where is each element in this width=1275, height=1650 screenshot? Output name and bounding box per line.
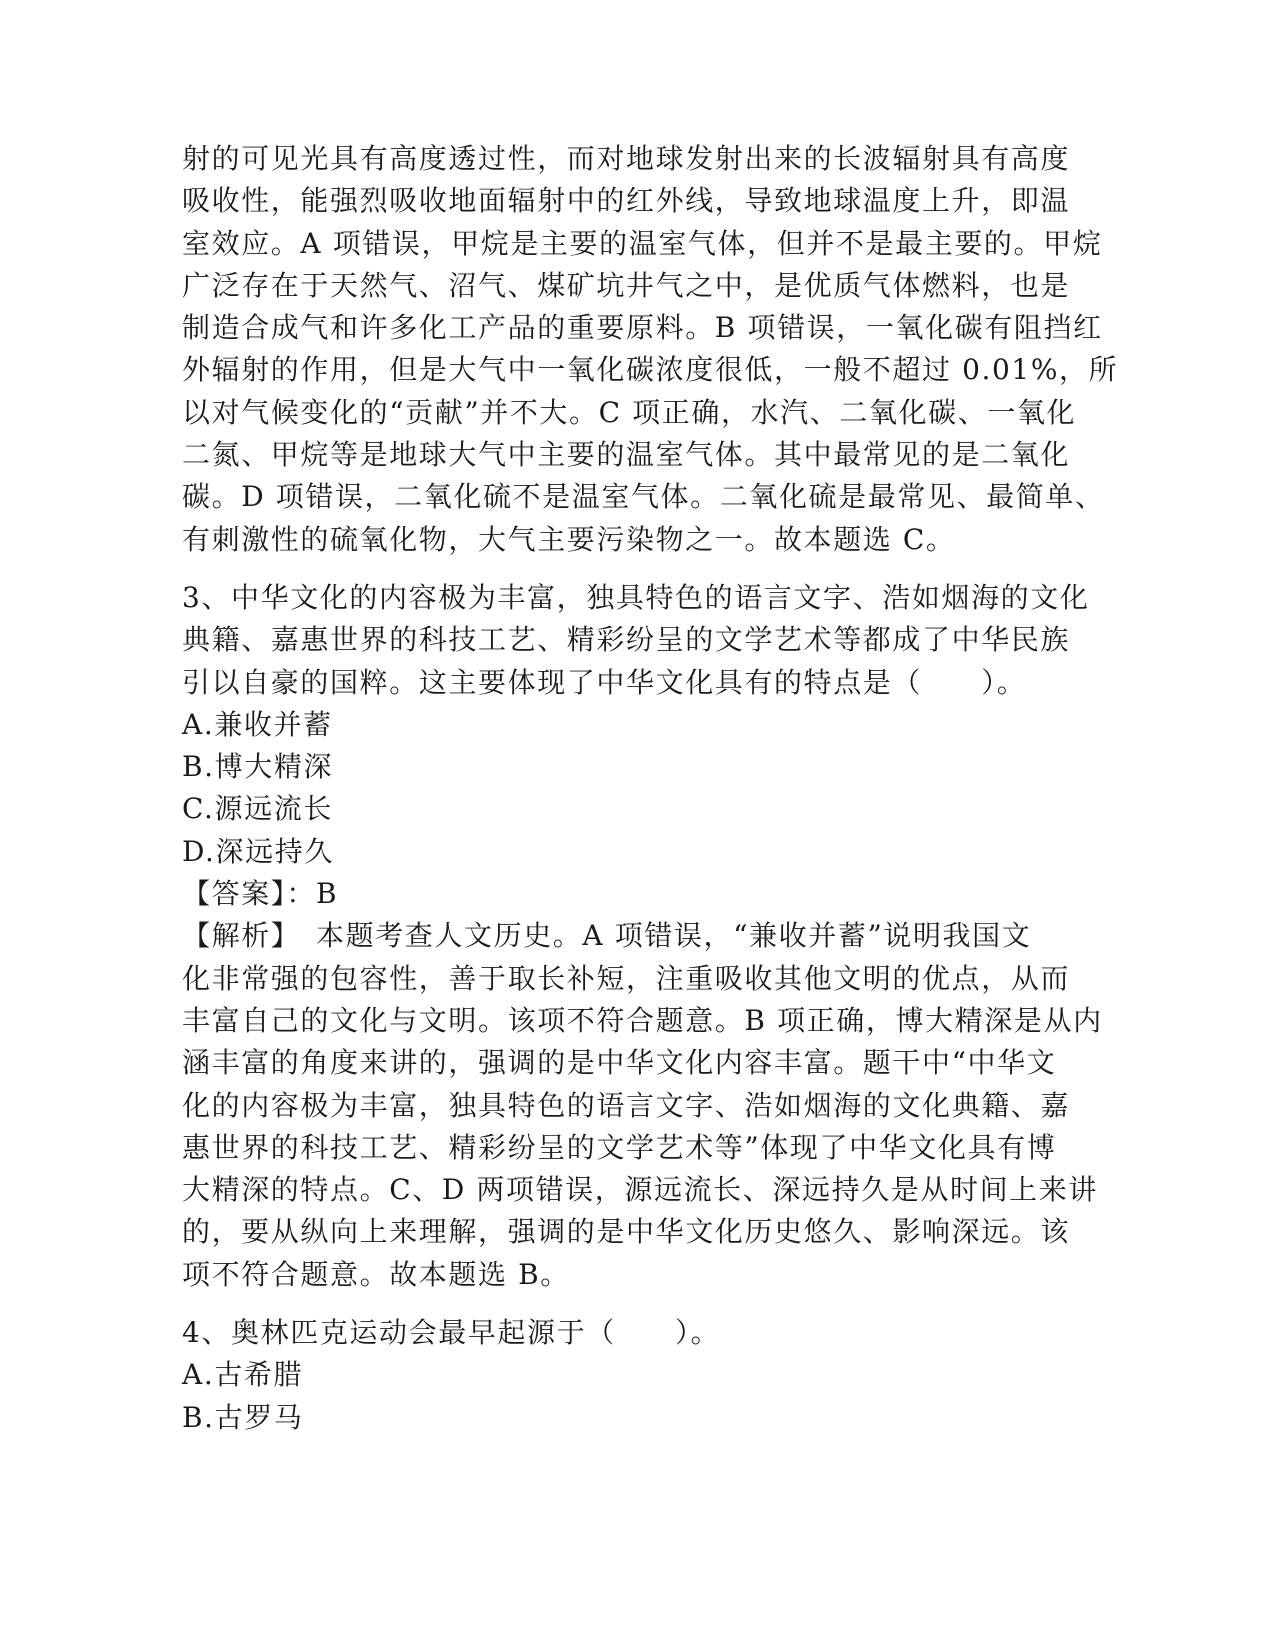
option-a: A.古希腊 [182,1358,304,1392]
option-d: D.深远持久 [182,834,334,868]
analysis-line: 化的内容极为丰富，独具特色的语言文字、浩如烟海的文化典籍、嘉 [182,1088,1071,1122]
document-page [182,138,1119,1439]
analysis-line: 大精深的特点。C、D 两项错误，源远流长、深远持久是从时间上来讲 [182,1173,1098,1207]
question-4 [182,1312,1082,1439]
text-line: 有刺激性的硫氧化物，大气主要污染物之一。故本题选 C。 [182,522,956,556]
question-stem-line: 引以自豪的国粹。这主要体现了中华文化具有的特点是（ ）。 [182,665,1027,699]
text-line: 射的可见光具有高度透过性，而对地球发射出来的长波辐射具有高度 [182,142,1071,175]
option-c: C.源远流长 [182,792,333,826]
option-a: A.兼收并蓄 [182,707,333,741]
analysis-line: 涵丰富的角度来讲的，强调的是中华文化内容丰富。题干中“中华文 [182,1046,1057,1080]
analysis-line: 惠世界的科技工艺、精彩纷呈的文学艺术等”体现了中华文化具有博 [182,1130,1057,1164]
text-line: 室效应。A 项错误，甲烷是主要的温室气体，但并不是最主要的。甲烷 [182,226,1103,260]
question-stem-line: 4、奥林匹克运动会最早起源于（ ）。 [182,1316,721,1350]
text-line: 广泛存在于天然气、沼气、煤矿坑井气之中，是优质气体燃料，也是 [182,268,1071,302]
question-stem-line: 3、中华文化的内容极为丰富，独具特色的语言文字、浩如烟海的文化 [182,580,1090,614]
answer-line: 【答案】：B [182,877,339,911]
analysis-line: 项不符合题意。故本题选 B。 [182,1257,570,1291]
text-line: 吸收性，能强烈吸收地面辐射中的红外线，导致地球温度上升，即温 [182,184,1071,218]
text-line: 以对气候变化的“贡献”并不大。C 项正确，水汽、二氧化碳、一氧化 [182,395,1077,429]
previous-explanation [182,138,1119,561]
text-line: 二氮、甲烷等是地球大气中主要的温室气体。其中最常见的是二氧化 [182,438,1071,472]
text-line: 外辐射的作用，但是大气中一氧化碳浓度很低，一般不超过 0.01%，所 [182,353,1119,387]
analysis-line: 化非常强的包容性，善于取长补短，注重吸收其他文明的优点，从而 [182,961,1071,995]
text-line: 碳。D 项错误，二氧化硫不是温室气体。二氧化硫是最常见、最简单、 [182,480,1105,514]
analysis-line: 的，要从纵向上来理解，强调的是中华文化历史悠久、影响深远。该 [182,1215,1071,1249]
question-stem-line: 典籍、嘉惠世界的科技工艺、精彩纷呈的文学艺术等都成了中华民族 [182,623,1071,657]
question-3 [182,577,1103,1296]
analysis-line: 【解析】 本题考查人文历史。A 项错误，“兼收并蓄”说明我国文 [182,919,1032,953]
option-b: B.博大精深 [182,750,334,784]
analysis-line: 丰富自己的文化与文明。该项不符合题意。B 项正确，博大精深是从内 [182,1003,1103,1037]
text-line: 制造合成气和许多化工产品的重要原料。B 项错误，一氧化碳有阻挡红 [182,311,1103,345]
option-b: B.古罗马 [182,1400,304,1434]
